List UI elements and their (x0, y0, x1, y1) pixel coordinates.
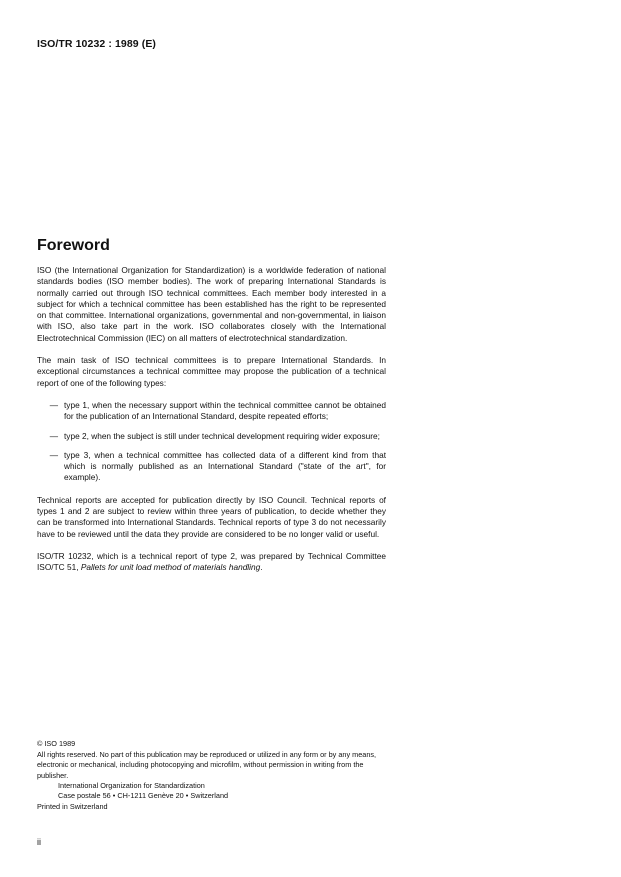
dash-bullet: — (49, 399, 58, 410)
list-item (37, 400, 386, 423)
paragraph-4 (37, 551, 386, 574)
list-item (37, 450, 386, 484)
list-item-text: type 2, when the subject is still under technical development requiring wider exposure; (64, 430, 380, 441)
copyright-line: © ISO 1989 (37, 739, 76, 748)
dash-bullet: — (49, 430, 58, 441)
organization-address: Case postale 56 • CH-1211 Genève 20 • Switzerland (58, 791, 229, 801)
committee-title: Pallets for unit load method of materials handling (80, 562, 261, 573)
foreword-body (37, 265, 386, 585)
printed-in: Printed in Switzerland (37, 802, 108, 812)
list-item-text: type 3, when a technical committee has collected data of a different kind from that which is normally published as an International Standard ("state of the art", for example). (64, 449, 386, 483)
copyright-footer (37, 739, 386, 812)
paragraph-1: ISO (the International Organization for Standardization) is a worldwide federation of national standards bodies (ISO member bodies). The work of preparing International Standards is normally carried out through ISO technical committees. Each member body interested in a subject for which a technical committee has been established has the right to be represented on that committee. International organizations, governmental and non-governmental, in liaison with ISO, also take part in the work. ISO collaborates closely with the International Electrotechnical Commission (IEC) on all matters of electrotechnical standardization. (37, 265, 386, 343)
list-item (37, 431, 386, 442)
section-heading: Foreword (37, 237, 110, 254)
paragraph-4-end: . (260, 562, 263, 573)
document-id: ISO/TR 10232 : 1989 (E) (37, 38, 157, 50)
paragraph-2: The main task of ISO technical committees is to prepare International Standards. In exceptional circumstances a technical committee may propose the publication of a technical report of one of the following types: (37, 355, 386, 388)
dash-bullet: — (49, 449, 58, 460)
paragraph-3: Technical reports are accepted for publication directly by ISO Council. Technical reports of types 1 and 2 are subject to review within three years of publication, to decide whether they can be transformed into International Standards. Technical reports of type 3 do not necessarily have to be reviewed until the data they provide are considered to be no longer valid or useful. (37, 494, 386, 539)
organization-name: International Organization for Standardization (58, 780, 205, 790)
list-item-text: type 1, when the necessary support within the technical committee cannot be obtained for the publication of an International Standard, despite repeated efforts; (64, 399, 386, 422)
rights-notice: All rights reserved. No part of this publication may be reproduced or utilized in any form or by any means, electronic or mechanical, including photocopying and microfilm, without permission in writing from the publisher. (37, 750, 377, 780)
page-number: ii (37, 837, 41, 847)
paragraph-4-text: ISO/TR 10232, which is a technical report of type 2, was prepared by Technical Committee ISO/TC 51, (37, 550, 386, 573)
